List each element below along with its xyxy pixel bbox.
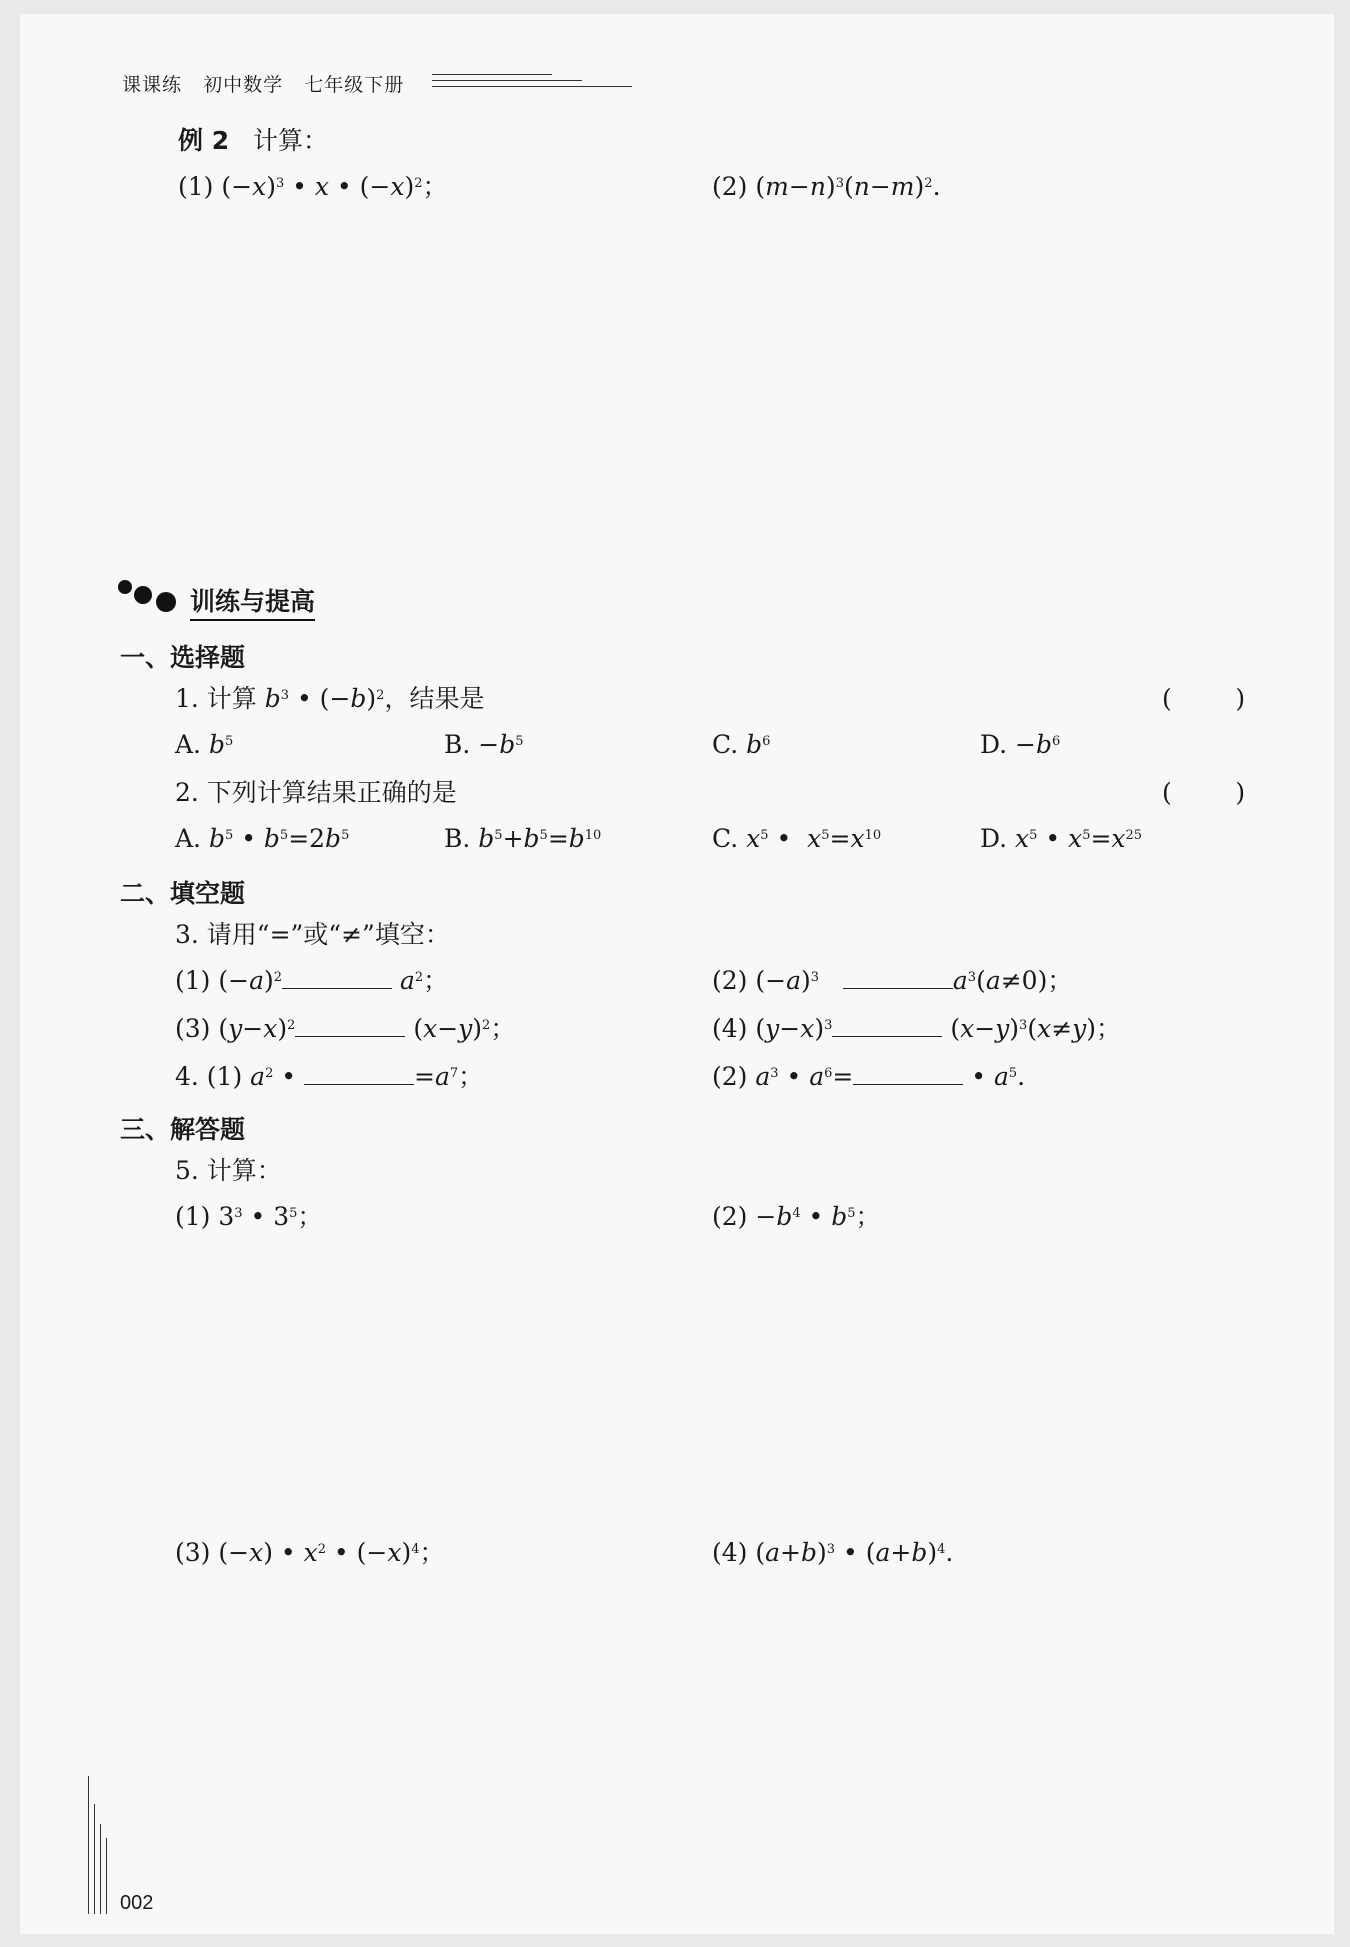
expr: ( <box>218 1014 229 1043</box>
answer-blank[interactable] <box>304 1062 414 1085</box>
expr: ) <box>927 1538 938 1567</box>
expr: ( <box>843 172 854 201</box>
var: x <box>850 824 865 853</box>
exponent: 5 <box>494 828 503 843</box>
var: a <box>809 1062 825 1091</box>
var: a <box>765 1538 781 1567</box>
bullet-dot-icon <box>118 580 132 594</box>
option-label: A. <box>175 730 209 759</box>
expr: (− <box>218 1538 250 1567</box>
exponent: 5 <box>821 828 830 843</box>
option-label: C. <box>712 824 747 853</box>
section-title: 训练与提高 <box>190 582 315 621</box>
option-label: C. <box>712 730 747 759</box>
header-subject: 初中数学 <box>203 74 284 96</box>
exponent: 25 <box>1125 828 1143 843</box>
q5-sub1 <box>175 1202 322 1232</box>
expr: • <box>233 824 264 853</box>
expr: • <box>768 824 808 853</box>
expr: + <box>502 824 524 853</box>
header-grade: 七年级下册 <box>304 74 405 96</box>
q4-sub2 <box>712 1062 1025 1092</box>
item-number: (1) <box>175 966 211 995</box>
exponent: 5 <box>760 828 769 843</box>
var: n <box>853 172 870 201</box>
var: b <box>776 1202 793 1231</box>
expr: ) <box>825 172 836 201</box>
expr: 3 <box>273 1202 290 1231</box>
q2-option-c[interactable] <box>712 824 881 854</box>
var: x <box>1037 1014 1052 1043</box>
item-number: (2) <box>712 966 748 995</box>
expr: 3 <box>218 1202 235 1231</box>
bullet-dot-icon <box>134 586 152 604</box>
expr: ) <box>404 172 415 201</box>
exponent: 5 <box>341 828 350 843</box>
var: x <box>807 824 822 853</box>
expr: ； <box>419 1538 445 1567</box>
q1-option-a[interactable] <box>175 730 233 760</box>
exponent: 3 <box>1019 1018 1028 1033</box>
expr: • <box>963 1062 994 1091</box>
expr: ≠ <box>1051 1014 1073 1043</box>
expr: )； <box>1086 1014 1122 1043</box>
exponent: 5 <box>224 828 234 843</box>
exponent: 7 <box>449 1066 459 1081</box>
expr: ( <box>950 1014 961 1043</box>
expr: ) <box>914 172 925 201</box>
option-label: D. <box>980 824 1016 853</box>
var: x <box>314 172 329 201</box>
var: b <box>746 730 763 759</box>
expr: ； <box>490 1014 516 1043</box>
var: a <box>952 966 968 995</box>
page <box>20 14 1334 1934</box>
expr: • <box>242 1202 274 1231</box>
expr: ； <box>458 1062 484 1091</box>
expr: ) <box>472 1014 483 1043</box>
exponent: 2 <box>273 970 283 985</box>
bullet-dot-icon <box>156 592 176 612</box>
item-number: 4. (1) <box>175 1062 251 1091</box>
stem: 1. 计算 <box>175 684 265 713</box>
var: n <box>809 172 826 201</box>
item-number: (3) <box>175 1538 211 1567</box>
expr: • <box>273 1062 304 1091</box>
expr: • ( <box>835 1538 876 1567</box>
var: b <box>263 824 280 853</box>
var: y <box>458 1014 473 1043</box>
var: x <box>387 1538 402 1567</box>
option-label: B. <box>444 730 479 759</box>
expr: . <box>945 1538 954 1567</box>
exponent: 3 <box>275 176 285 191</box>
expr: + <box>780 1538 801 1567</box>
exponent: 5 <box>279 828 289 843</box>
exponent: 10 <box>864 828 882 843</box>
exponent: 4 <box>792 1206 801 1221</box>
var: a <box>875 1538 891 1567</box>
footer-bar <box>88 1776 89 1914</box>
expr: ) <box>814 1014 825 1043</box>
expr: • <box>284 172 315 201</box>
var: y <box>995 1014 1010 1043</box>
exponent: 2 <box>317 1542 326 1557</box>
q3-sub1 <box>175 966 448 996</box>
var: x <box>1015 824 1030 853</box>
var: x <box>800 1014 815 1043</box>
var: b <box>499 730 516 759</box>
page-number: 002 <box>120 1892 154 1914</box>
expr: =2 <box>288 824 326 853</box>
expr: − <box>437 1014 459 1043</box>
exponent: 5 <box>289 1206 298 1221</box>
expr: ) <box>266 172 276 201</box>
var: b <box>568 824 585 853</box>
exponent: 5 <box>1029 828 1038 843</box>
expr: ； <box>423 966 449 995</box>
exponent: 5 <box>515 734 524 749</box>
var: m <box>890 172 915 201</box>
q3-sub3 <box>175 1014 515 1044</box>
expr: . <box>1017 1062 1026 1091</box>
expr: • <box>778 1062 810 1091</box>
part3-heading: 三、解答题 <box>120 1115 246 1144</box>
expr: ) <box>800 966 811 995</box>
var: b <box>350 684 367 713</box>
exponent: 2 <box>924 176 933 191</box>
var: b <box>264 684 281 713</box>
expr: ( <box>755 172 766 201</box>
example-heading <box>178 126 328 156</box>
exponent: 5 <box>1008 1066 1018 1081</box>
expr: − <box>242 1014 264 1043</box>
q1-option-d[interactable] <box>980 730 1060 760</box>
var: a <box>985 966 1001 995</box>
var: x <box>252 172 267 201</box>
var: a <box>399 966 415 995</box>
expr: − <box>788 172 810 201</box>
expr: ( <box>755 1538 766 1567</box>
exponent: 3 <box>826 1542 836 1557</box>
answer-bracket[interactable]: ( ) <box>1162 684 1246 713</box>
exponent: 3 <box>967 970 977 985</box>
header-book: 课课练 <box>122 74 183 96</box>
footer-bar <box>94 1804 95 1914</box>
item-number: (4) <box>712 1538 748 1567</box>
expr: − <box>869 172 891 201</box>
exponent: 3 <box>824 1018 833 1033</box>
var: b <box>208 730 225 759</box>
var: y <box>228 1014 243 1043</box>
expr: ) <box>277 1014 288 1043</box>
q2-option-b[interactable] <box>444 824 601 854</box>
exponent: 2 <box>265 1066 274 1081</box>
expr: = <box>1090 824 1112 853</box>
var: x <box>249 1538 264 1567</box>
var: x <box>423 1014 438 1043</box>
exponent: 6 <box>824 1066 833 1081</box>
expr: ( <box>413 1014 424 1043</box>
running-header <box>122 70 404 97</box>
q2-stem: 2. 下列计算结果正确的是 <box>175 778 457 807</box>
q1-stem <box>175 684 484 714</box>
expr: • (− <box>325 1538 388 1567</box>
answer-blank[interactable] <box>843 966 953 989</box>
header-rule <box>432 74 552 75</box>
expr: − <box>779 1014 801 1043</box>
expr: + <box>890 1538 912 1567</box>
expr: • <box>1037 824 1069 853</box>
var: a <box>755 1062 771 1091</box>
q5-stem: 5. 计算： <box>175 1156 282 1185</box>
expr: ； <box>855 1202 881 1231</box>
exponent: 5 <box>847 1206 856 1221</box>
var: a <box>434 1062 450 1091</box>
part1-heading: 一、选择题 <box>120 643 246 672</box>
exponent: 3 <box>810 970 820 985</box>
expr: ( <box>976 966 986 995</box>
expr: ≠0)； <box>1000 966 1073 995</box>
var: m <box>765 172 789 201</box>
exponent: 5 <box>224 734 234 749</box>
item-number: (1) <box>175 1202 219 1231</box>
exponent: 2 <box>376 688 385 703</box>
q2-option-d[interactable] <box>980 824 1142 854</box>
item-number: (3) <box>175 1014 211 1043</box>
expr: • <box>800 1202 832 1231</box>
var: b <box>325 824 342 853</box>
answer-blank[interactable] <box>853 1062 963 1085</box>
q5-sub3 <box>175 1538 445 1568</box>
var: a <box>249 966 264 995</box>
header-rule <box>432 86 632 87</box>
expr: ( <box>1027 1014 1038 1043</box>
example-q2 <box>712 172 941 202</box>
expr: ) <box>263 966 274 995</box>
expr: . <box>932 172 941 201</box>
answer-blank[interactable] <box>832 1014 942 1037</box>
expr: = <box>547 824 569 853</box>
q5-sub2 <box>712 1202 881 1232</box>
q3-stem: 3. 请用“=”或“≠”填空： <box>175 920 450 949</box>
expr: ； <box>422 172 448 201</box>
exponent: 2 <box>482 1018 491 1033</box>
expr: • (− <box>328 172 391 201</box>
exponent: 2 <box>414 970 424 985</box>
exponent: 6 <box>762 734 771 749</box>
expr: ) <box>817 1538 827 1567</box>
example-instruction: 计算： <box>252 126 328 155</box>
expr: − <box>1015 730 1036 759</box>
exponent: 4 <box>411 1542 420 1557</box>
exponent: 2 <box>414 176 423 191</box>
var: x <box>263 1014 278 1043</box>
answer-bracket[interactable]: ( ) <box>1162 778 1246 807</box>
expr: = <box>829 824 851 853</box>
expr: ( <box>755 1014 766 1043</box>
var: b <box>911 1538 928 1567</box>
expr: = <box>414 1062 435 1091</box>
stem: ，结果是 <box>384 684 485 713</box>
q3-sub2 <box>712 966 1072 996</box>
var: x <box>746 824 761 853</box>
q1-option-c[interactable] <box>712 730 770 760</box>
answer-blank[interactable] <box>282 966 392 989</box>
var: x <box>1068 824 1083 853</box>
expr: − <box>974 1014 996 1043</box>
expr: ) <box>1009 1014 1020 1043</box>
q5-sub4 <box>712 1538 953 1568</box>
header-rule <box>432 80 582 81</box>
var: b <box>478 824 495 853</box>
exponent: 4 <box>937 1542 946 1557</box>
expr: ) • <box>263 1538 304 1567</box>
item-number: (2) − <box>712 1202 777 1231</box>
item-number: (2) <box>712 172 748 201</box>
footer-bar <box>106 1838 107 1914</box>
expr: (− <box>755 966 787 995</box>
exponent: 2 <box>287 1018 296 1033</box>
item-number: (4) <box>712 1014 748 1043</box>
option-label: B. <box>444 824 479 853</box>
var: x <box>303 1538 318 1567</box>
var: x <box>390 172 405 201</box>
example-label: 例 2 <box>178 126 230 155</box>
q3-sub4 <box>712 1014 1121 1044</box>
var: a <box>250 1062 266 1091</box>
exponent: 10 <box>584 828 602 843</box>
var: b <box>831 1202 848 1231</box>
answer-blank[interactable] <box>295 1014 405 1037</box>
expr: ； <box>297 1202 323 1231</box>
q4-sub1 <box>175 1062 483 1092</box>
option-label: A. <box>175 824 209 853</box>
var: x <box>1111 824 1126 853</box>
item-number: (1) <box>178 172 214 201</box>
q1-option-b[interactable] <box>444 730 524 760</box>
stem: • (− <box>289 684 351 713</box>
var: a <box>786 966 801 995</box>
footer-bar <box>100 1824 101 1914</box>
exponent: 3 <box>770 1066 779 1081</box>
expr: ) <box>401 1538 412 1567</box>
item-number: (2) <box>712 1062 756 1091</box>
expr: (− <box>221 172 253 201</box>
expr: − <box>478 730 500 759</box>
exponent: 3 <box>280 688 290 703</box>
var: x <box>960 1014 975 1043</box>
stem: ) <box>366 684 377 713</box>
var: y <box>1072 1014 1087 1043</box>
expr: (− <box>218 966 250 995</box>
option-label: D. <box>980 730 1016 759</box>
exponent: 3 <box>234 1206 243 1221</box>
part2-heading: 二、填空题 <box>120 879 246 908</box>
expr: = <box>832 1062 854 1091</box>
exponent: 3 <box>835 176 844 191</box>
exponent: 6 <box>1052 734 1061 749</box>
var: b <box>208 824 225 853</box>
var: y <box>765 1014 780 1043</box>
var: b <box>1036 730 1053 759</box>
var: b <box>523 824 540 853</box>
q2-option-a[interactable] <box>175 824 349 854</box>
example-q1 <box>178 172 448 202</box>
var: b <box>801 1538 818 1567</box>
exponent: 5 <box>1082 828 1091 843</box>
exponent: 5 <box>539 828 548 843</box>
var: a <box>993 1062 1009 1091</box>
